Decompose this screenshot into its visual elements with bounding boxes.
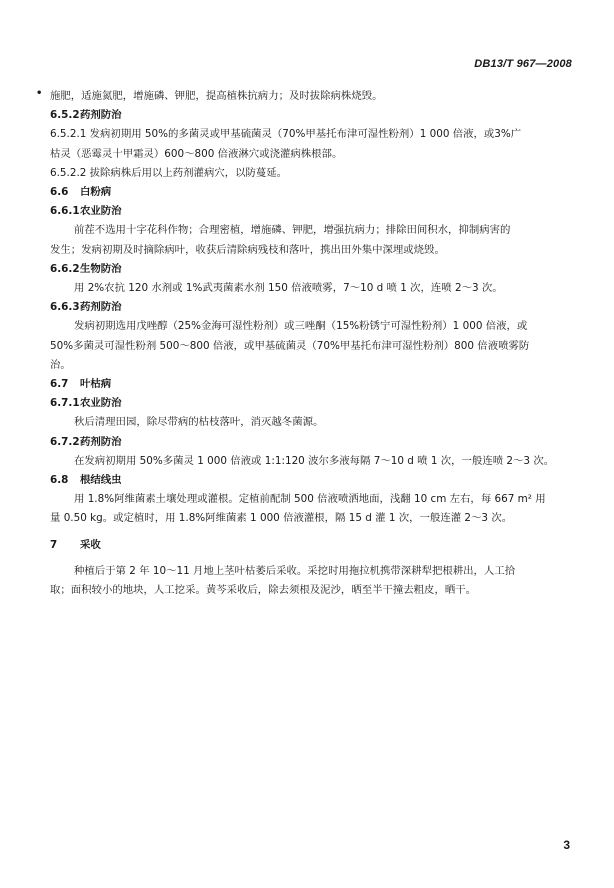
section-gap [50,529,574,536]
body-text-line: 前茬不选用十字花科作物；合理密植，增施磷、钾肥，增强抗病力；排除田间积水，抑制病害的 [74,224,511,237]
body-text-line: 发生；发病初期及时摘除病叶，收获后清除病残枝和落叶，携出田外集中深埋或烧毁。 [50,243,445,256]
body-text-line: 用 1.8%阿维菌素土壤处理或灌根。定植前配制 500 倍液喷洒地面，浅翻 10 cm 左右，每 667 m² 用 [74,493,546,506]
section-number: 6.6.3 [50,301,80,314]
section-heading [50,394,574,413]
section-heading [50,298,574,317]
section-gap [50,555,574,562]
section-number: 6.6.2 [50,262,80,275]
section-heading [50,202,574,221]
body-text-line: 发病初期选用戊唑醇（25%金海可湿性粉剂）或三唑酮（15%粉锈宁可湿性粉剂）1 000 倍液，或 [74,320,528,333]
section-heading [50,433,574,452]
section-heading [50,375,574,394]
body-text-line: 种植后于第 2 年 10～11 月地上茎叶枯萎后采收。采挖时用拖拉机携带深耕犁把根耕出，人工拾 [74,564,516,577]
body-text-line: 取；面积较小的地块，人工挖采。黄芩采收后，除去须根及泥沙，晒至半干撞去粗皮，晒干。 [50,584,477,597]
section-title: 根结线虫 [80,474,122,487]
section-title: 白粉病 [80,186,112,199]
body-text-line: 6.5.2.2 拔除病株后用以上药剂灌病穴，以防蔓延。 [50,166,288,179]
page-number: 3 [563,838,570,852]
body-text-line: 治。 [50,358,71,371]
body-text-line: 施肥，适施氮肥，增施磷、钾肥，提高植株抗病力；及时拔除病株烧毁。 [50,90,383,102]
section-number: 7 [50,538,58,551]
section-title: 药剂防治 [80,301,122,314]
section-title: 采收 [80,538,101,551]
section-heading [50,183,574,202]
standard-code-header: DB13/T 967—2008 [474,58,572,70]
margin-mark: • [36,88,43,99]
section-heading [50,260,574,279]
body-text-line: 6.5.2.1 发病初期用 50%的多菌灵或甲基硫菌灵（70%甲基托布津可湿性粉剂）1 000 倍液，或3%广 [50,128,522,141]
body-text-line: 用 2%农抗 120 水剂或 1%武夷菌素水剂 150 倍液喷雾，7～10 d 喷 1 次，连喷 2～3 次。 [74,282,503,295]
section-title: 药剂防治 [80,109,122,122]
body-text-line: 秋后清理田园，除尽带病的枯枝落叶，消灭越冬菌源。 [74,416,324,429]
section-number: 6.5.2 [50,109,80,122]
document-body [50,87,574,600]
section-title: 农业防治 [80,205,122,218]
section-heading [50,106,574,125]
section-number: 6.6.1 [50,205,80,218]
section-title: 农业防治 [80,397,122,410]
body-text-line: 量 0.50 kg。或定植时，用 1.8%阿维菌素 1 000 倍液灌根，隔 15 d 灌 1 次，一般连灌 2～3 次。 [50,512,513,525]
section-title: 生物防治 [80,262,122,275]
section-number: 6.6 [50,186,69,199]
body-text-line: 50%多菌灵可湿性粉剂 500～800 倍液，或甲基硫菌灵（70%甲基托布津可湿性粉剂）800 倍液喷雾防 [50,339,530,352]
section-heading [50,536,574,555]
body-text-line: 枯灵（恶霉灵十甲霜灵）600～800 倍液淋穴或浇灌病株根部。 [50,147,343,160]
section-number: 6.7.2 [50,435,80,448]
section-number: 6.7.1 [50,397,80,410]
section-title: 叶枯病 [80,378,112,391]
section-title: 药剂防治 [80,435,122,448]
section-number: 6.7 [50,378,69,391]
section-heading [50,471,574,490]
body-text-line: 在发病初期用 50%多菌灵 1 000 倍液或 1:1:120 波尔多液每隔 7～10 d 喷 1 次，一般连喷 2～3 次。 [74,454,555,467]
section-number: 6.8 [50,474,69,487]
